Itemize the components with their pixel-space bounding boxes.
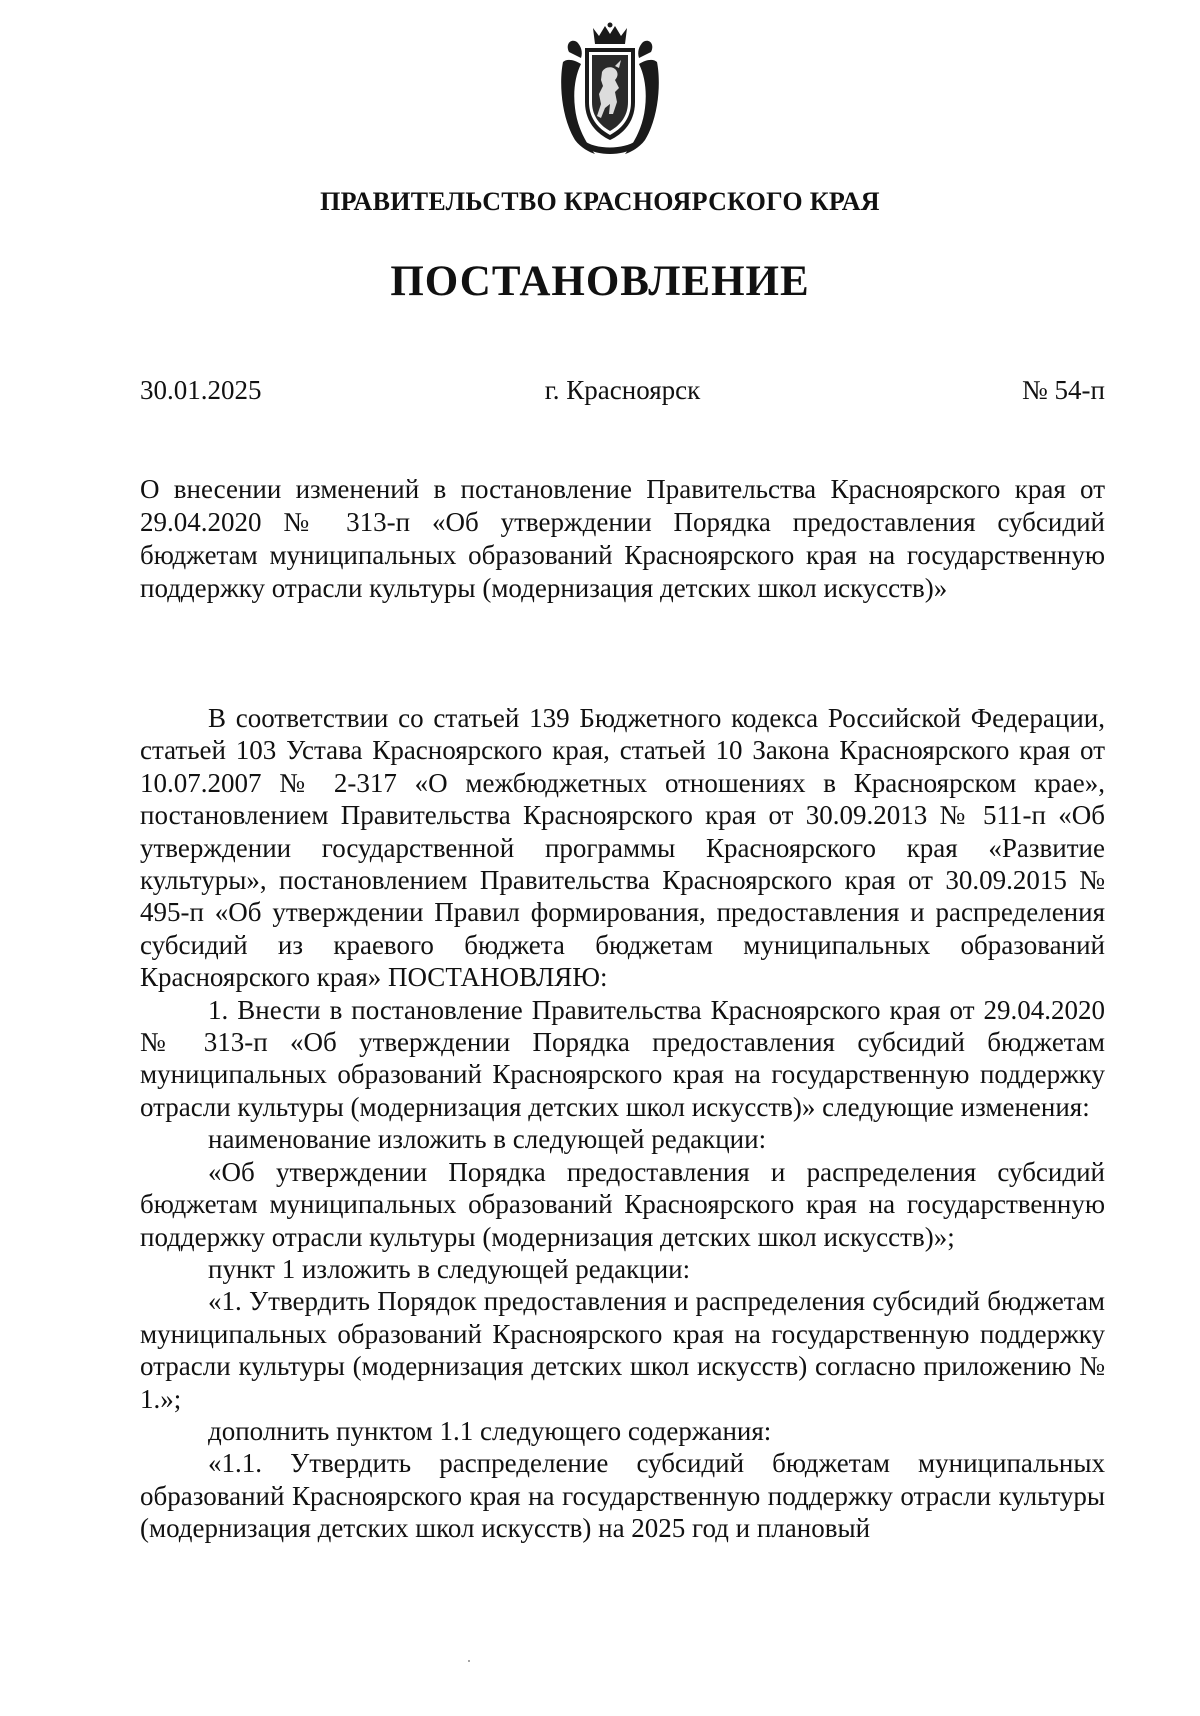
document-title: О внесении изменений в постановление Правительства Красноярского края от 29.04.2020 № 313-п «Об утверждении Порядка предоставления субсидий бюджетам муниципальных образований Красноярского края на государственную поддержку отрасли культуры (модернизация детских школ искусств)» — [140, 474, 1105, 603]
paragraph-name-change: наименование изложить в следующей редакции: — [208, 1124, 767, 1155]
document-number: № 54-п — [1022, 375, 1105, 405]
paragraph-new-point-1: «1. Утвердить Порядок предоставления и распределения субсидий бюджетам муниципальных образований Красноярского края на государственную поддержку отрасли культуры (модернизация детских школ искусств) согласно приложению № 1.»; — [140, 1286, 1105, 1414]
paragraph-preamble: В соответствии со статьей 139 Бюджетного кодекса Российской Федерации, статьей 103 Устава Красноярского края, статьей 10 Закона Красноярского края от 10.07.2007 № 2-317 «О межбюджетных отношениях в Красноярском крае», постановлением Правительства Красноярского края от 30.09.2013 № 511-п «Об утверждении государственной программы Красноярского края «Развитие культуры», постановлением Правительства Красноярского края от 30.09.2015 № 495-п «Об утверждении Правил формирования, предоставления и распределения субсидий из краевого бюджета бюджетам муниципальных образований Красноярского края» ПОСТАНОВЛЯЮ: — [140, 703, 1105, 993]
paragraph-new-name: «Об утверждении Порядка предоставления и распределения субсидий бюджетам муниципальных образований Красноярского края на государственную поддержку отрасли культуры (модернизация детских школ искусств)»; — [140, 1156, 1105, 1252]
document-city: г. Красноярск — [544, 375, 701, 405]
coat-of-arms-icon — [555, 22, 665, 158]
scan-artifact — [468, 1660, 470, 1662]
paragraph-add-point: дополнить пунктом 1.1 следующего содержания: — [208, 1415, 772, 1446]
paragraph-item-1: 1. Внести в постановление Правительства Красноярского края от 29.04.2020 № 313-п «Об утверждении Порядка предоставления субсидий бюджетам муниципальных образований Красноярского края на государственную поддержку отрасли культуры (модернизация детских школ искусств)» следующие изменения: — [140, 994, 1105, 1122]
document-date: 30.01.2025 — [140, 375, 262, 405]
document-type: ПОСТАНОВЛЕНИЕ — [390, 258, 810, 305]
paragraph-new-point-1-1: «1.1. Утвердить распределение субсидий бюджетам муниципальных образований Красноярского края на государственную поддержку отрасли культуры (модернизация детских школ искусств) на 2025 год и плановый — [140, 1448, 1105, 1544]
paragraph-point-1-change: пункт 1 изложить в следующей редакции: — [208, 1253, 691, 1284]
document-meta — [140, 375, 1105, 409]
organization-name: ПРАВИТЕЛЬСТВО КРАСНОЯРСКОГО КРАЯ — [320, 187, 880, 216]
document-body — [140, 702, 1105, 1545]
